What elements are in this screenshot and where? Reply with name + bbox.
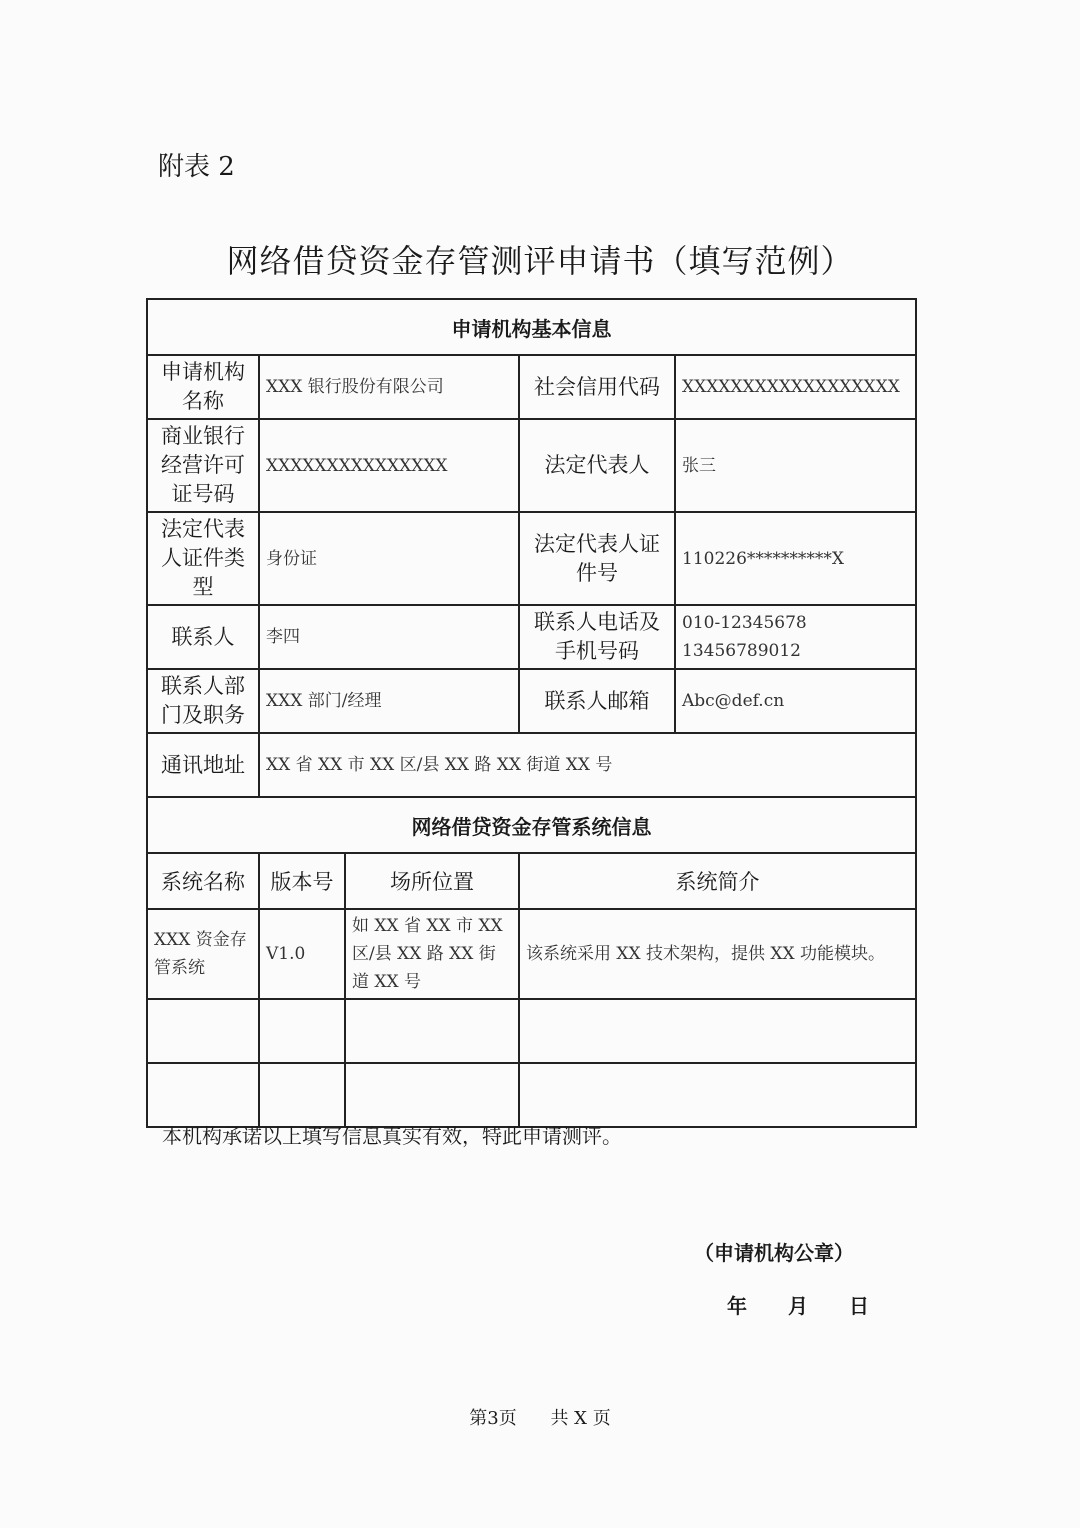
version-cell: V1.0: [259, 909, 345, 999]
column-header-version: 版本号: [259, 853, 345, 909]
date-year: 年: [727, 1294, 747, 1318]
date-day: 日: [848, 1294, 869, 1318]
table-row: [147, 1063, 916, 1127]
system-name-cell: [147, 1063, 259, 1127]
id-number-value: 110226**********X: [675, 512, 916, 605]
id-type-label: 法定代表人证件类型: [147, 512, 259, 605]
id-number-label: 法定代表人证件号: [519, 512, 675, 605]
table-row: [147, 909, 916, 999]
location-cell: [345, 999, 519, 1063]
contact-value: 李四: [259, 605, 519, 669]
contact-label: 联系人: [147, 605, 259, 669]
location-cell: 如 XX 省 XX 市 XX 区/县 XX 路 XX 街道 XX 号: [345, 909, 519, 999]
dept-label: 联系人部门及职务: [147, 669, 259, 733]
dept-value: XXX 部门/经理: [259, 669, 519, 733]
version-cell: [259, 999, 345, 1063]
license-value: XXXXXXXXXXXXXXX: [259, 419, 519, 512]
phone-number: 010-12345678: [682, 613, 807, 633]
id-type-value: 身份证: [259, 512, 519, 605]
section-heading-basic-info: 申请机构基本信息: [147, 299, 916, 355]
system-name-cell: XXX 资金存管系统: [147, 909, 259, 999]
application-form-table: [146, 298, 917, 1128]
date-month: 月: [787, 1294, 808, 1318]
page-total: 共 X 页: [550, 1408, 611, 1429]
page-footer: [0, 1404, 1080, 1430]
address-value: XX 省 XX 市 XX 区/县 XX 路 XX 街道 XX 号: [259, 733, 916, 797]
email-label: 联系人邮箱: [519, 669, 675, 733]
description-cell: 该系统采用 XX 技术架构，提供 XX 功能模块。: [519, 909, 916, 999]
credit-code-label: 社会信用代码: [519, 355, 675, 419]
location-cell: [345, 1063, 519, 1127]
column-header-system-name: 系统名称: [147, 853, 259, 909]
page-current: 第3页: [469, 1408, 517, 1429]
institution-name-label: 申请机构名称: [147, 355, 259, 419]
version-cell: [259, 1063, 345, 1127]
table-row: [147, 999, 916, 1063]
annex-label: 附表 2: [158, 152, 235, 182]
page-title: 网络借贷资金存管测评申请书（填写范例）: [226, 242, 854, 280]
mobile-number: 13456789012: [682, 641, 801, 661]
legal-rep-value: 张三: [675, 419, 916, 512]
phone-label: 联系人电话及手机号码: [519, 605, 675, 669]
pledge-statement: 本机构承诺以上填写信息真实有效，特此申请测评。: [162, 1124, 622, 1148]
phone-value: [675, 605, 916, 669]
license-label: 商业银行经营许可证号码: [147, 419, 259, 512]
credit-code-value: XXXXXXXXXXXXXXXXXX: [675, 355, 916, 419]
date-line: [727, 1290, 903, 1319]
legal-rep-label: 法定代表人: [519, 419, 675, 512]
address-label: 通讯地址: [147, 733, 259, 797]
column-header-location: 场所位置: [345, 853, 519, 909]
section-heading-system-info: 网络借贷资金存管系统信息: [147, 797, 916, 853]
description-cell: [519, 1063, 916, 1127]
column-header-description: 系统简介: [519, 853, 916, 909]
institution-name-value: XXX 银行股份有限公司: [259, 355, 519, 419]
seal-label: （申请机构公章）: [694, 1241, 854, 1265]
system-name-cell: [147, 999, 259, 1063]
email-value: Abc@def.cn: [675, 669, 916, 733]
description-cell: [519, 999, 916, 1063]
